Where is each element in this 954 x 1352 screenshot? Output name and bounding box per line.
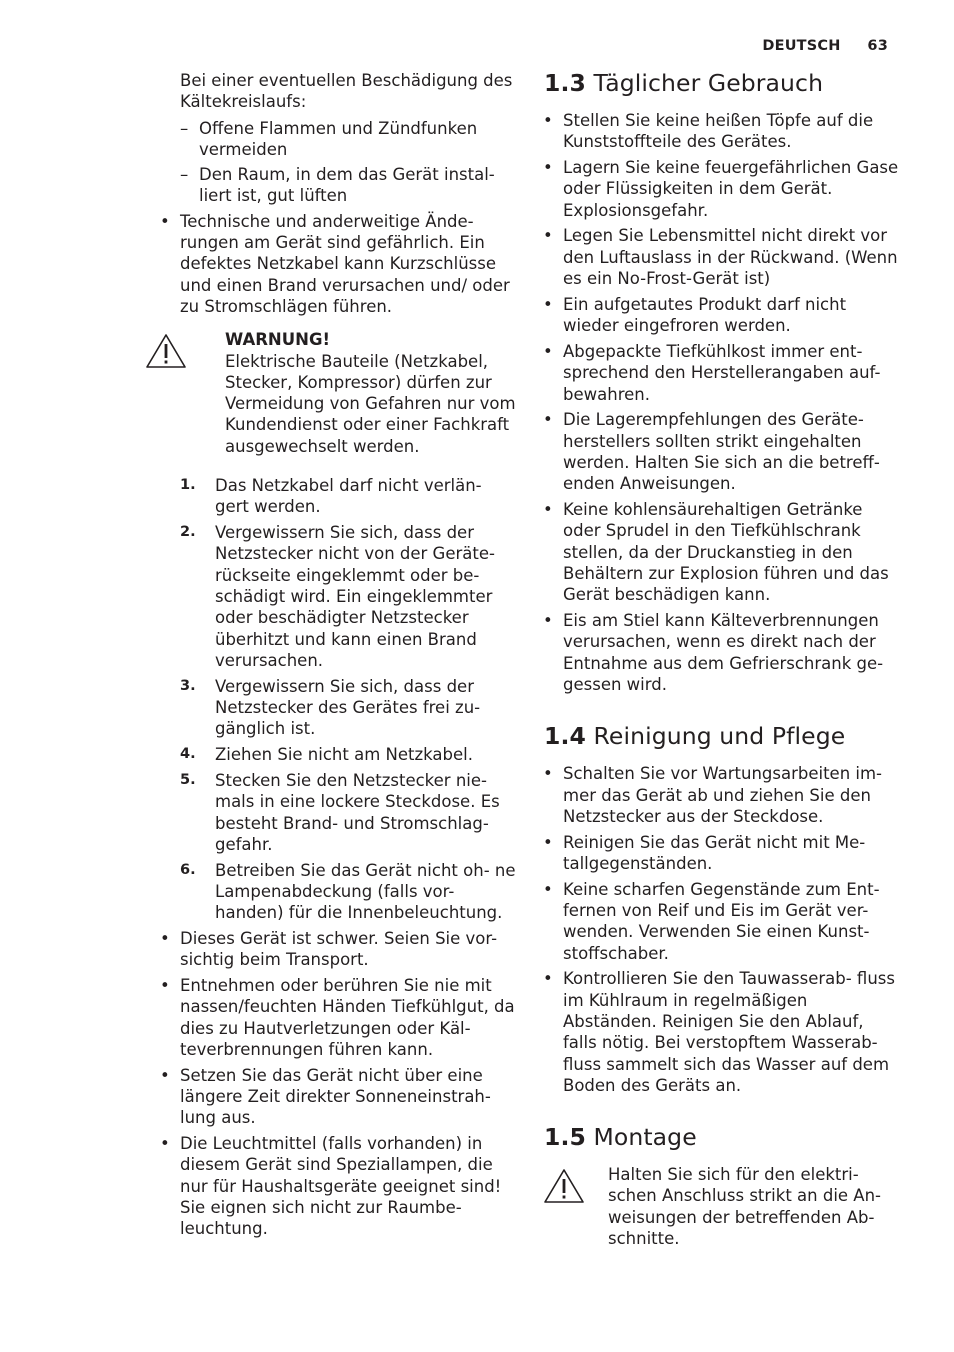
- bullet-item: • Kontrollieren Sie den Tauwasserab- fluss im Kühlraum in regelmäßigen Abständen. Reinigen Sie den Ablauf, falls nötig. Bei verstopftem Wasserab- fluss sammelt sich das Wasser auf dem Boden des Geräts an.: [543, 969, 895, 1095]
- bullet-item: • Stellen Sie keine heißen Töpfe auf die Kunststoffteile des Gerätes.: [543, 111, 874, 152]
- bullet-item: • Abgepackte Tiefkühlkost immer ent- sprechend den Herstellerangaben auf- bewahren.: [543, 341, 881, 404]
- refrigerant-intro: Bei einer eventuellen Beschädigung des Kältekreislaufs:: [180, 71, 513, 112]
- bullet-item: • Ein aufgetautes Produkt darf nicht wieder eingefroren werden.: [543, 294, 847, 336]
- section-heading-cleaning: 1.4 Reinigung und Pflege: [544, 722, 846, 751]
- dash-list-item: – Offene Flammen und Zündfunken vermeiden: [180, 118, 478, 159]
- bullet-item: • Keine scharfen Gegenstände zum Ent- fernen von Reif und Eis im Gerät ver- wenden. Verwenden Sie einen Kunst- stoffschaber.: [543, 879, 880, 963]
- bullet-item: • Dieses Gerät ist schwer. Seien Sie vor- sichtig beim Transport.: [160, 928, 498, 970]
- bullet-item: • Entnehmen oder berühren Sie nie mit nassen/feuchten Händen Tiefkühlgut, da dies zu Hautverletzungen oder Käl- teverbrennungen führen kann.: [160, 976, 515, 1059]
- bullet-item: • Technische und anderweitige Ände- rungen am Gerät sind gefährlich. Ein defektes Netzkabel kann Kurzschlüsse und einen Brand verursachen und/ oder zu Stromschlägen führen.: [160, 211, 510, 316]
- warning-box: [144, 329, 516, 457]
- header-language: DEUTSCH: [762, 38, 841, 54]
- warning-text: Elektrische Bauteile (Netzkabel, Stecker, Kompressor) dürfen zur Vermeidung von Gefahren nur vom Kundendienst oder einer Fachkraft ausgewechselt werden.: [225, 351, 516, 456]
- bullet-item: • Eis am Stiel kann Kälteverbrennungen verursachen, wenn es direkt nach der Entnahme aus dem Gefrierschrank ge- gessen wird.: [543, 611, 884, 694]
- right-column: [542, 68, 900, 1249]
- bullet-item: • Reinigen Sie das Gerät nicht mit Me- tallgegenständen.: [543, 832, 866, 873]
- numbered-item: 6. Betreiben Sie das Gerät nicht oh- ne Lampenabdeckung (falls vor- handen) für die Innenbeleuchtung.: [180, 860, 516, 923]
- bullet-item: • Lagern Sie keine feuergefährlichen Gase oder Flüssigkeiten in dem Gerät. Explosionsgefahr.: [543, 158, 899, 220]
- bullet-item: • Setzen Sie das Gerät nicht über eine längere Zeit direkter Sonneneinstrah- lung aus.: [160, 1065, 491, 1128]
- numbered-item: 3. Vergewissern Sie sich, dass der Netzstecker des Gerätes frei zu- gänglich ist.: [180, 676, 481, 739]
- dash-list-item: – Den Raum, in dem das Gerät instal- liert ist, gut lüften: [180, 165, 495, 206]
- section-heading-daily-use: 1.3 Täglicher Gebrauch: [544, 69, 824, 97]
- left-column: [144, 70, 516, 1244]
- warning-triangle-icon: [543, 1168, 585, 1204]
- bullet-item: • Schalten Sie vor Wartungsarbeiten im- mer das Gerät ab und ziehen Sie den Netzstecker aus der Steckdose.: [543, 764, 883, 826]
- warning-title: WARNUNG!: [225, 330, 331, 350]
- numbered-item: 4. Ziehen Sie nicht am Netzkabel.: [180, 745, 473, 765]
- installation-note-text: Halten Sie sich für den elektri- schen Anschluss strikt an die An- weisungen der betreffenden Ab- schnitte.: [608, 1165, 881, 1249]
- section-heading-installation: 1.5 Montage: [544, 1123, 697, 1152]
- numbered-item: 2. Vergewissern Sie sich, dass der Netzstecker nicht von der Geräte- rückseite eingeklemmt oder be- schädigt wird. Ein eingeklemmter oder beschädigter Netzstecker überhitzt und kann einen Brand verursachen.: [180, 523, 495, 670]
- bullet-item: • Die Leuchtmittel (falls vorhanden) in diesem Gerät sind Speziallampen, die nur für Haushaltsgeräte geeignet sind! Sie eignen sich nicht zur Raumbe- leuchtung.: [160, 1134, 502, 1239]
- warning-triangle-icon: [145, 333, 187, 369]
- installation-note: [542, 1164, 900, 1249]
- bullet-item: • Die Lagerempfehlungen des Geräte- herstellers sollten strikt eingehalten werden. Halten Sie sich an die betreff- enden Anweisungen.: [543, 410, 880, 494]
- numbered-item: 5. Stecken Sie den Netzstecker nie- mals in eine lockere Steckdose. Es besteht Brand- und Stromschlag- gefahr.: [180, 770, 500, 854]
- numbered-item: 1. Das Netzkabel darf nicht verlän- gert werden.: [180, 476, 482, 517]
- bullet-item: • Legen Sie Lebensmittel nicht direkt vor den Luftauslass in der Rückwand. (Wenn es ein No-Frost-Gerät ist): [543, 226, 898, 289]
- page-number: 63: [867, 38, 888, 54]
- page-header: [762, 38, 888, 54]
- bullet-item: • Keine kohlensäurehaltigen Getränke oder Sprudel in den Tiefkühlschrank stellen, da der Druckanstieg in den Behältern zur Explosion führen und das Gerät beschädigen kann.: [543, 500, 889, 605]
